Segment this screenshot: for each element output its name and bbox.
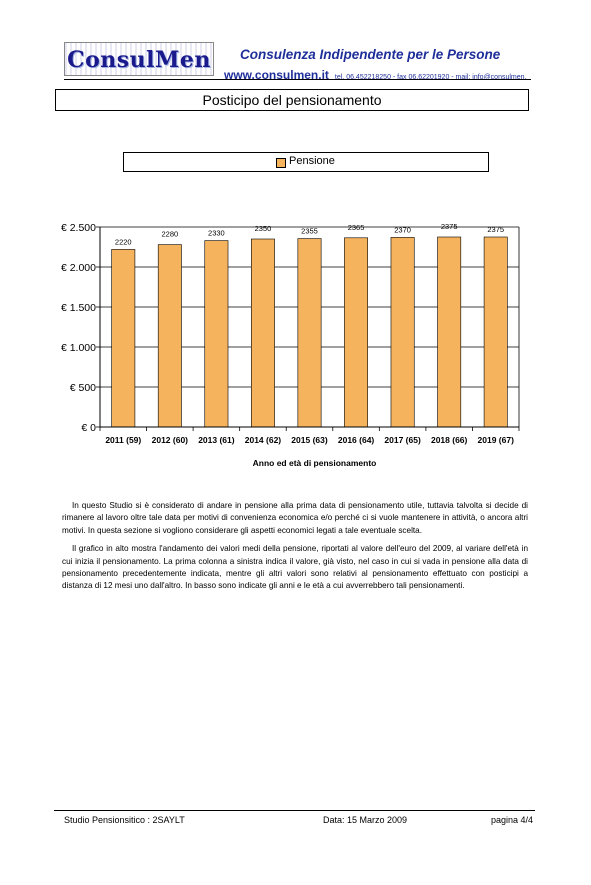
footer-divider <box>54 810 535 811</box>
y-tick-label: € 0 <box>81 422 96 434</box>
bar-pensione <box>298 239 321 427</box>
bar-pensione <box>251 239 274 427</box>
bar-pensione <box>205 241 228 427</box>
logo-text: ConsulMen <box>67 47 211 73</box>
x-tick-label: 2016 (64) <box>337 435 375 445</box>
data-label: 2220 <box>114 237 132 247</box>
bar-pensione <box>484 237 507 427</box>
y-tick-label: € 500 <box>69 382 96 394</box>
x-tick-label: 2012 (60) <box>151 435 189 445</box>
footer-study: Studio Pensionsitico : 2SAYLT <box>64 815 185 825</box>
data-label: 2280 <box>161 229 179 239</box>
x-tick-label: 2015 (63) <box>291 435 328 445</box>
data-label: 2370 <box>394 225 411 235</box>
bar-pensione <box>344 238 367 427</box>
y-tick-label: € 1.500 <box>60 302 96 314</box>
contact-info: tel. 06.452218250 - fax 06.62201920 - mail: info@consulmen. <box>334 74 527 81</box>
data-label: 2350 <box>254 224 272 233</box>
bar-pensione <box>112 249 135 427</box>
header-tagline: Consulenza Indipendente per le Persone <box>240 47 501 62</box>
x-tick-label: 2014 (62) <box>244 435 282 445</box>
x-tick-label: 2011 (59) <box>105 435 142 445</box>
y-tick-label: € 2.500 <box>60 222 96 234</box>
x-axis-title: Anno ed età di pensionamento <box>252 458 377 468</box>
paragraph-intro: In questo Studio si è considerato di andare in pensione alla prima data di pensionamento utile, tuttavia talvolta si decide di rimanere al lavoro oltre tale data per motivi di convenienza economica e/o perché ci si vuole mantenere in attività, o ancora altri motivi. In questa sezione si vogliono considerare gli aspetti economici legati a tale eventuale scelta. <box>62 501 528 535</box>
data-label: 2375 <box>487 225 505 234</box>
data-label: 2375 <box>440 222 458 231</box>
data-label: 2355 <box>301 226 318 236</box>
data-label: 2365 <box>347 222 365 232</box>
bar-pensione <box>391 237 414 427</box>
bar-pensione <box>158 245 181 427</box>
x-tick-label: 2018 (66) <box>430 435 468 445</box>
footer-page-number: pagina 4/4 <box>491 815 534 825</box>
legend-label-pensione: Pensione <box>289 155 335 167</box>
y-tick-label: € 1.000 <box>60 342 96 354</box>
paragraph-chart-explanation: Il grafico in alto mostra l'andamento dei valori medi della pensione, riportati al valore dell'euro del 2009, al variare dell'età in cui inizia il pensionamento. La prima colonna a sinistra indica il valore, già visto, nel caso in cui si vada in pensione alla data di pensionamento precedentemente indicata, mentre gli altri valori sono relativi al pensionamento effettuato con posticipi a distanza di 12 mesi uno dall'altro. In basso sono indicate gli anni e le età a cui avverrebbero tali pensionamenti. <box>62 544 528 591</box>
bar-pensione <box>438 237 461 427</box>
x-tick-label: 2019 (67) <box>477 435 514 445</box>
y-tick-label: € 2.000 <box>60 262 96 274</box>
data-label: 2330 <box>208 228 225 238</box>
x-tick-label: 2013 (61) <box>198 435 235 445</box>
page-title: Posticipo del pensionamento <box>55 89 529 111</box>
footer-date: Data: 15 Marzo 2009 <box>323 815 408 825</box>
x-tick-label: 2017 (65) <box>384 435 421 445</box>
body-text <box>62 500 528 599</box>
website-link[interactable]: www.consulmen.it <box>224 68 329 82</box>
